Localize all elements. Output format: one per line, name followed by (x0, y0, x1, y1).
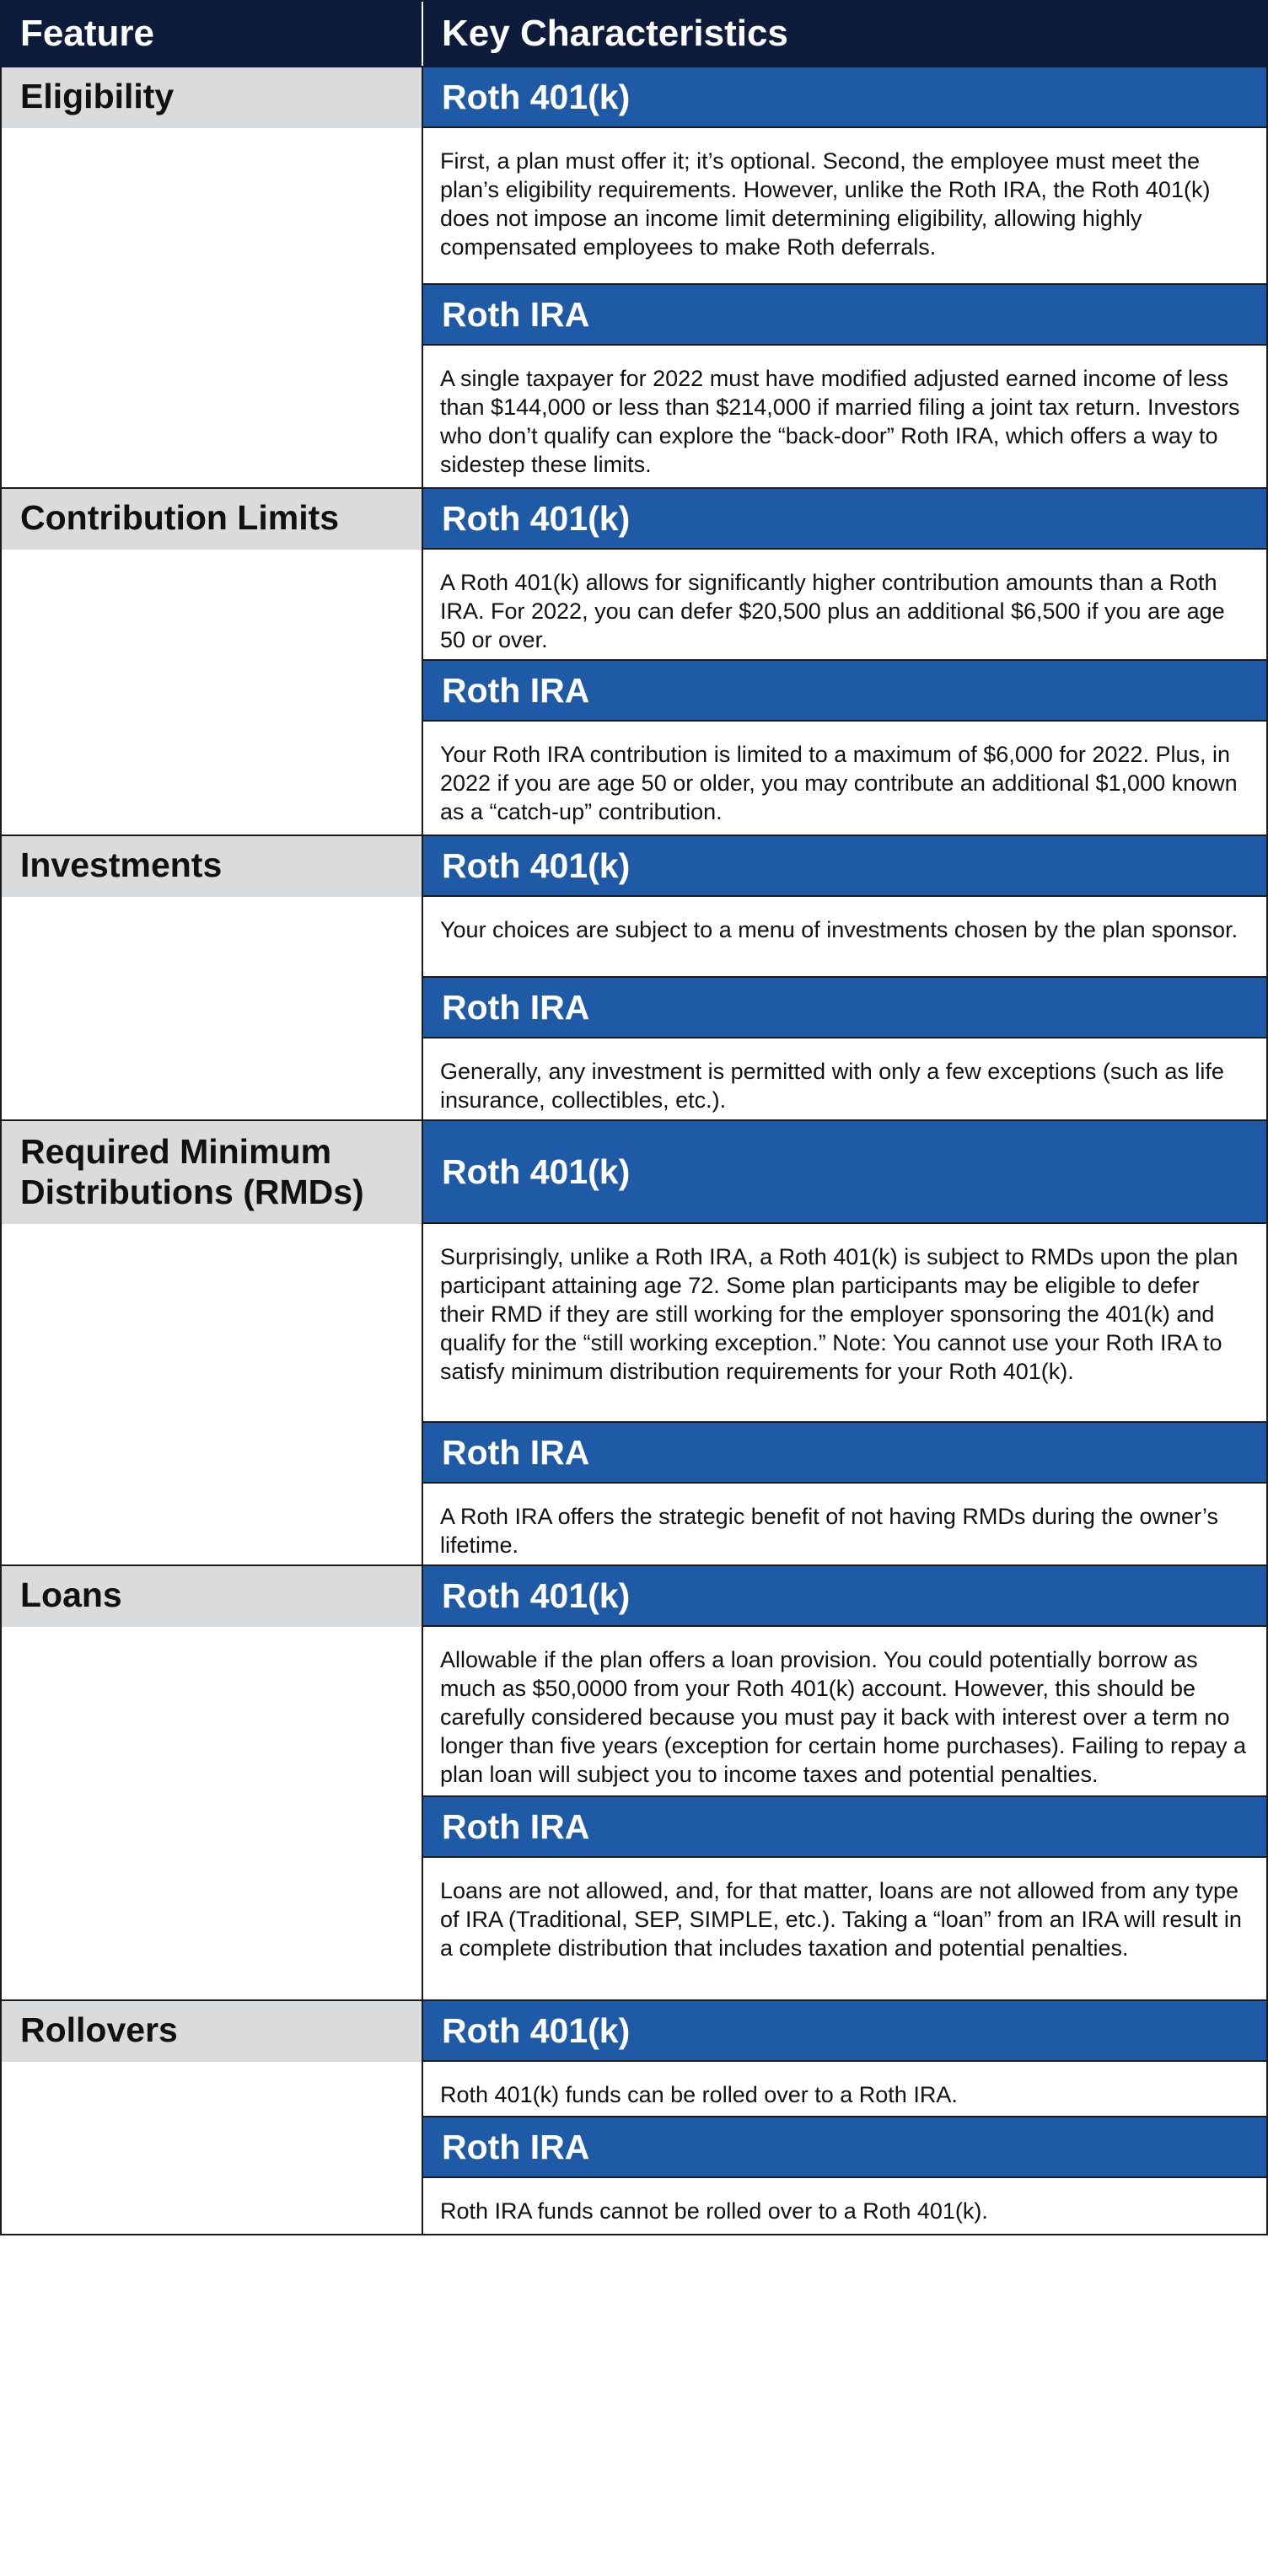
characteristics-cell (423, 836, 1266, 1119)
roth-401k-heading: Roth 401(k) (423, 1121, 1266, 1224)
table-header (0, 0, 1268, 67)
roth-ira-description: A Roth IRA offers the strategic benefit of not having RMDs during the owner’s lifetime. (440, 1504, 1219, 1558)
roth-401k-description: First, a plan must offer it; it’s optional. Second, the employee must meet the plan’s eligibility requirements. However, unlike the Roth IRA, the Roth 401(k) does not impose an income limit determining eligibility, allowing highly compensated employees to make Roth deferrals. (423, 128, 1266, 285)
roth-401k-description: Allowable if the plan offers a loan provision. You could potentially borrow as much as $50,0000 from your Roth 401(k) account. However, this should be carefully considered because you must pay it back with interest over a term no longer than five years (exception for certain home purchases). Failing to repay a plan loan will subject you to income taxes and potential penalties. (423, 1627, 1266, 1797)
feature-label: Eligibility (2, 67, 422, 128)
characteristics-cell (423, 1566, 1266, 1999)
section-eligibility (0, 67, 1268, 489)
feature-label: Contribution Limits (2, 489, 422, 550)
roth-ira-heading: Roth IRA (423, 1797, 1266, 1858)
section-rollovers (0, 2001, 1268, 2235)
roth-401k-heading: Roth 401(k) (423, 2001, 1266, 2062)
roth-ira-heading: Roth IRA (423, 1423, 1266, 1484)
roth-401k-description: Roth 401(k) funds can be rolled over to a Roth IRA. (423, 2062, 1266, 2117)
roth-401k-heading: Roth 401(k) (423, 1566, 1266, 1627)
section-contribution-limits (0, 489, 1268, 836)
roth-ira-heading: Roth IRA (423, 2117, 1266, 2178)
roth-ira-description: A single taxpayer for 2022 must have modified adjusted earned income of less than $144,000 or less than $214,000 if married filing a joint tax return. Investors who don’t qualify can explore the “back-door” Roth IRA, which offers a way to sidestep these limits. (440, 366, 1240, 477)
feature-cell (2, 67, 423, 487)
roth-401k-heading: Roth 401(k) (423, 489, 1266, 550)
roth-ira-description: Your Roth IRA contribution is limited to a maximum of $6,000 for 2022. Plus, in 2022 if you are age 50 or older, you may contribute an additional $1,000 known as a “catch-up” contribution. (440, 742, 1238, 824)
characteristics-cell (423, 1121, 1266, 1564)
feature-label: Required Minimum Distributions (RMDs) (2, 1121, 422, 1224)
feature-label: Rollovers (2, 2001, 422, 2062)
characteristics-cell (423, 67, 1266, 487)
section-loans (0, 1566, 1268, 2001)
feature-cell (2, 836, 423, 1119)
feature-label: Investments (2, 836, 422, 897)
feature-cell (2, 1121, 423, 1564)
roth-401k-heading: Roth 401(k) (423, 67, 1266, 128)
feature-cell (2, 1566, 423, 1999)
roth-ira-heading: Roth IRA (423, 661, 1266, 722)
roth-ira-description: Generally, any investment is permitted with only a few exceptions (such as life insurance, collectibles, etc.). (440, 1059, 1224, 1113)
feature-label: Loans (2, 1566, 422, 1627)
header-feature: Feature (2, 2, 423, 66)
section-rmds (0, 1121, 1268, 1566)
characteristics-cell (423, 489, 1266, 835)
characteristics-cell (423, 2001, 1266, 2234)
feature-cell (2, 489, 423, 835)
roth-401k-heading: Roth 401(k) (423, 836, 1266, 897)
roth-401k-description: Your choices are subject to a menu of investments chosen by the plan sponsor. (423, 897, 1266, 978)
roth-401k-description: A Roth 401(k) allows for significantly higher contribution amounts than a Roth IRA. For 2022, you can defer $20,500 plus an additional $6,500 if you are age 50 or over. (423, 550, 1266, 661)
roth-ira-heading: Roth IRA (423, 285, 1266, 346)
roth-ira-heading: Roth IRA (423, 978, 1266, 1038)
roth-401k-description: Surprisingly, unlike a Roth IRA, a Roth 401(k) is subject to RMDs upon the plan participant attaining age 72. Some plan participants may be eligible to defer their RMD if they are still working for the employer sponsoring the 401(k) and qualify for the “still working exception.” Note: You cannot use your Roth IRA to satisfy minimum distribution requirements for your Roth 401(k). (423, 1224, 1266, 1423)
roth-ira-description: Roth IRA funds cannot be rolled over to a Roth 401(k). (440, 2198, 988, 2224)
feature-cell (2, 2001, 423, 2234)
header-key-characteristics: Key Characteristics (442, 13, 788, 54)
section-investments (0, 836, 1268, 1121)
roth-ira-description: Loans are not allowed, and, for that matter, loans are not allowed from any type of IRA (Traditional, SEP, SIMPLE, etc.). Taking a “loan” from an IRA will result in a complete distribution that includes taxation and potential penalties. (440, 1878, 1242, 1961)
